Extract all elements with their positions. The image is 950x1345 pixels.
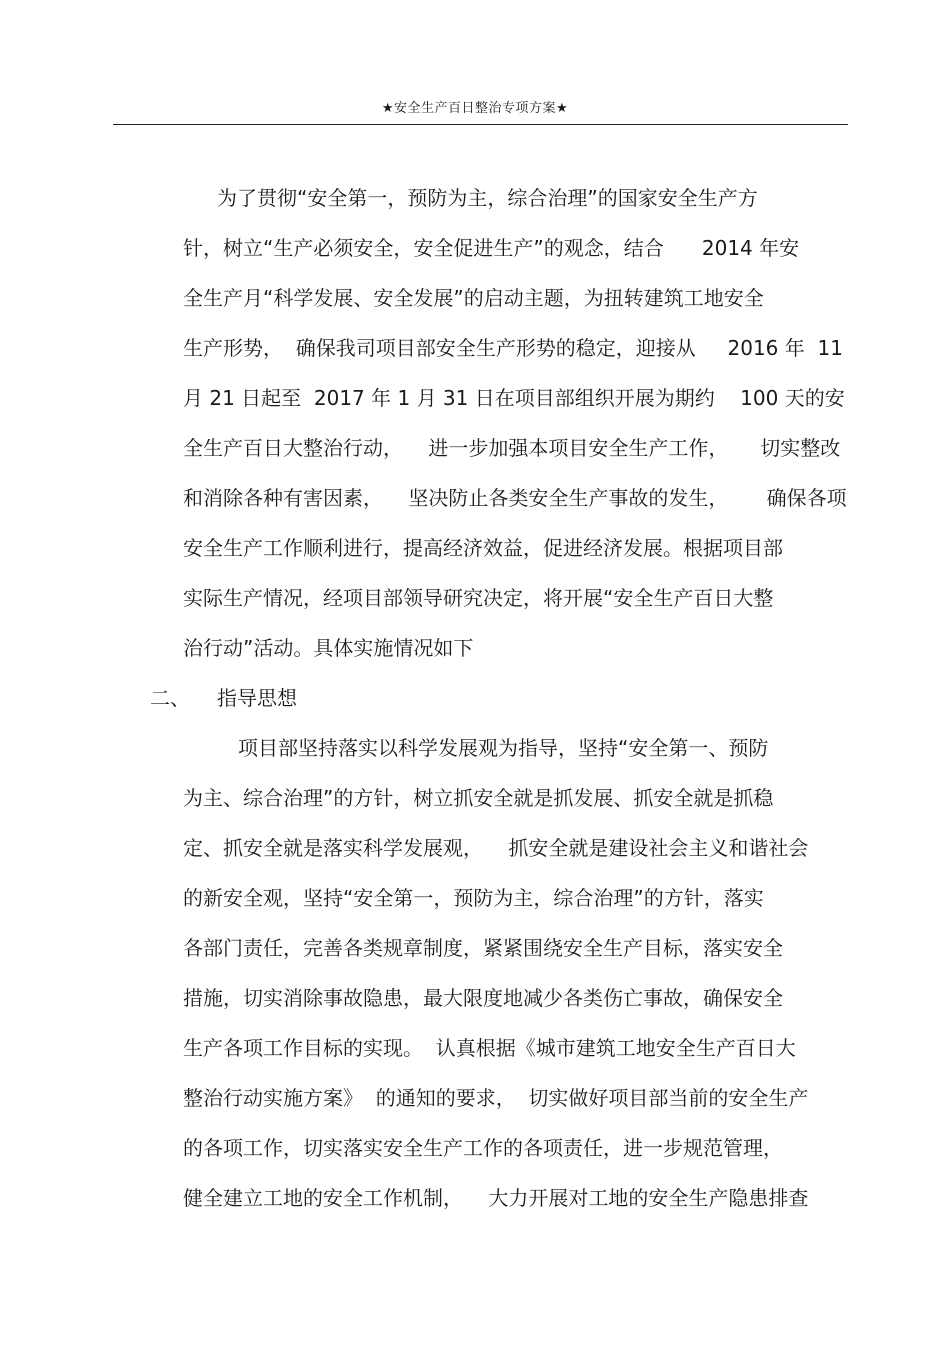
paragraph-line: 和消除各种有害因素， 坚决防止各类安全生产事故的发生， 确保各项: [183, 486, 847, 510]
paragraph-line: 全生产百日大整治行动， 进一步加强本项目安全生产工作， 切实整改: [183, 436, 841, 460]
paragraph-line: 定、抓安全就是落实科学发展观， 抓安全就是建设社会主义和谐社会: [183, 836, 809, 860]
paragraph-line: 月 21 日起至 2017 年 1 月 31 日在项目部组织开展为期约 100 天的安: [183, 386, 845, 410]
page-header: ★安全生产百日整治专项方案★: [381, 101, 569, 116]
paragraph-line: 的各项工作，切实落实安全生产工作的各项责任，进一步规范管理，: [183, 1136, 783, 1160]
paragraph-line: 安全生产工作顺利进行，提高经济效益，促进经济发展。根据项目部: [183, 536, 783, 560]
paragraph-line: 为主、综合治理”的方针，树立抓安全就是抓发展、抓安全就是抓稳: [183, 786, 774, 810]
paragraph-line: 治行动”活动。具体实施情况如下: [183, 636, 474, 660]
paragraph-line: 各部门责任，完善各类规章制度，紧紧围绕安全生产目标，落实安全: [183, 936, 783, 960]
section-heading: 指导思想: [217, 686, 297, 710]
paragraph-line: 生产各项工作目标的实现。 认真根据《城市建筑工地安全生产百日大: [183, 1036, 796, 1060]
paragraph-line: 针，树立“生产必须安全，安全促进生产”的观念，结合 2014 年安: [183, 236, 800, 260]
paragraph-line: 项目部坚持落实以科学发展观为指导，坚持“安全第一、预防: [238, 736, 769, 760]
paragraph-line: 全生产月“科学发展、安全发展”的启动主题，为扭转建筑工地安全: [183, 286, 764, 310]
paragraph-line: 整治行动实施方案》 的通知的要求， 切实做好项目部当前的安全生产: [183, 1086, 809, 1110]
paragraph-line: 生产形势， 确保我司项目部安全生产形势的稳定，迎接从 2016 年 11: [183, 336, 843, 360]
paragraph-line: 为了贯彻“安全第一，预防为主，综合治理”的国家安全生产方: [217, 186, 758, 210]
paragraph-line: 健全建立工地的安全工作机制， 大力开展对工地的安全生产隐患排查: [183, 1186, 809, 1210]
section-number: 二、: [150, 686, 190, 710]
paragraph-line: 的新安全观，坚持“安全第一，预防为主，综合治理”的方针，落实: [183, 886, 764, 910]
paragraph-line: 实际生产情况，经项目部领导研究决定，将开展“安全生产百日大整: [183, 586, 774, 610]
paragraph-line: 措施，切实消除事故隐患，最大限度地减少各类伤亡事故，确保安全: [183, 986, 783, 1010]
